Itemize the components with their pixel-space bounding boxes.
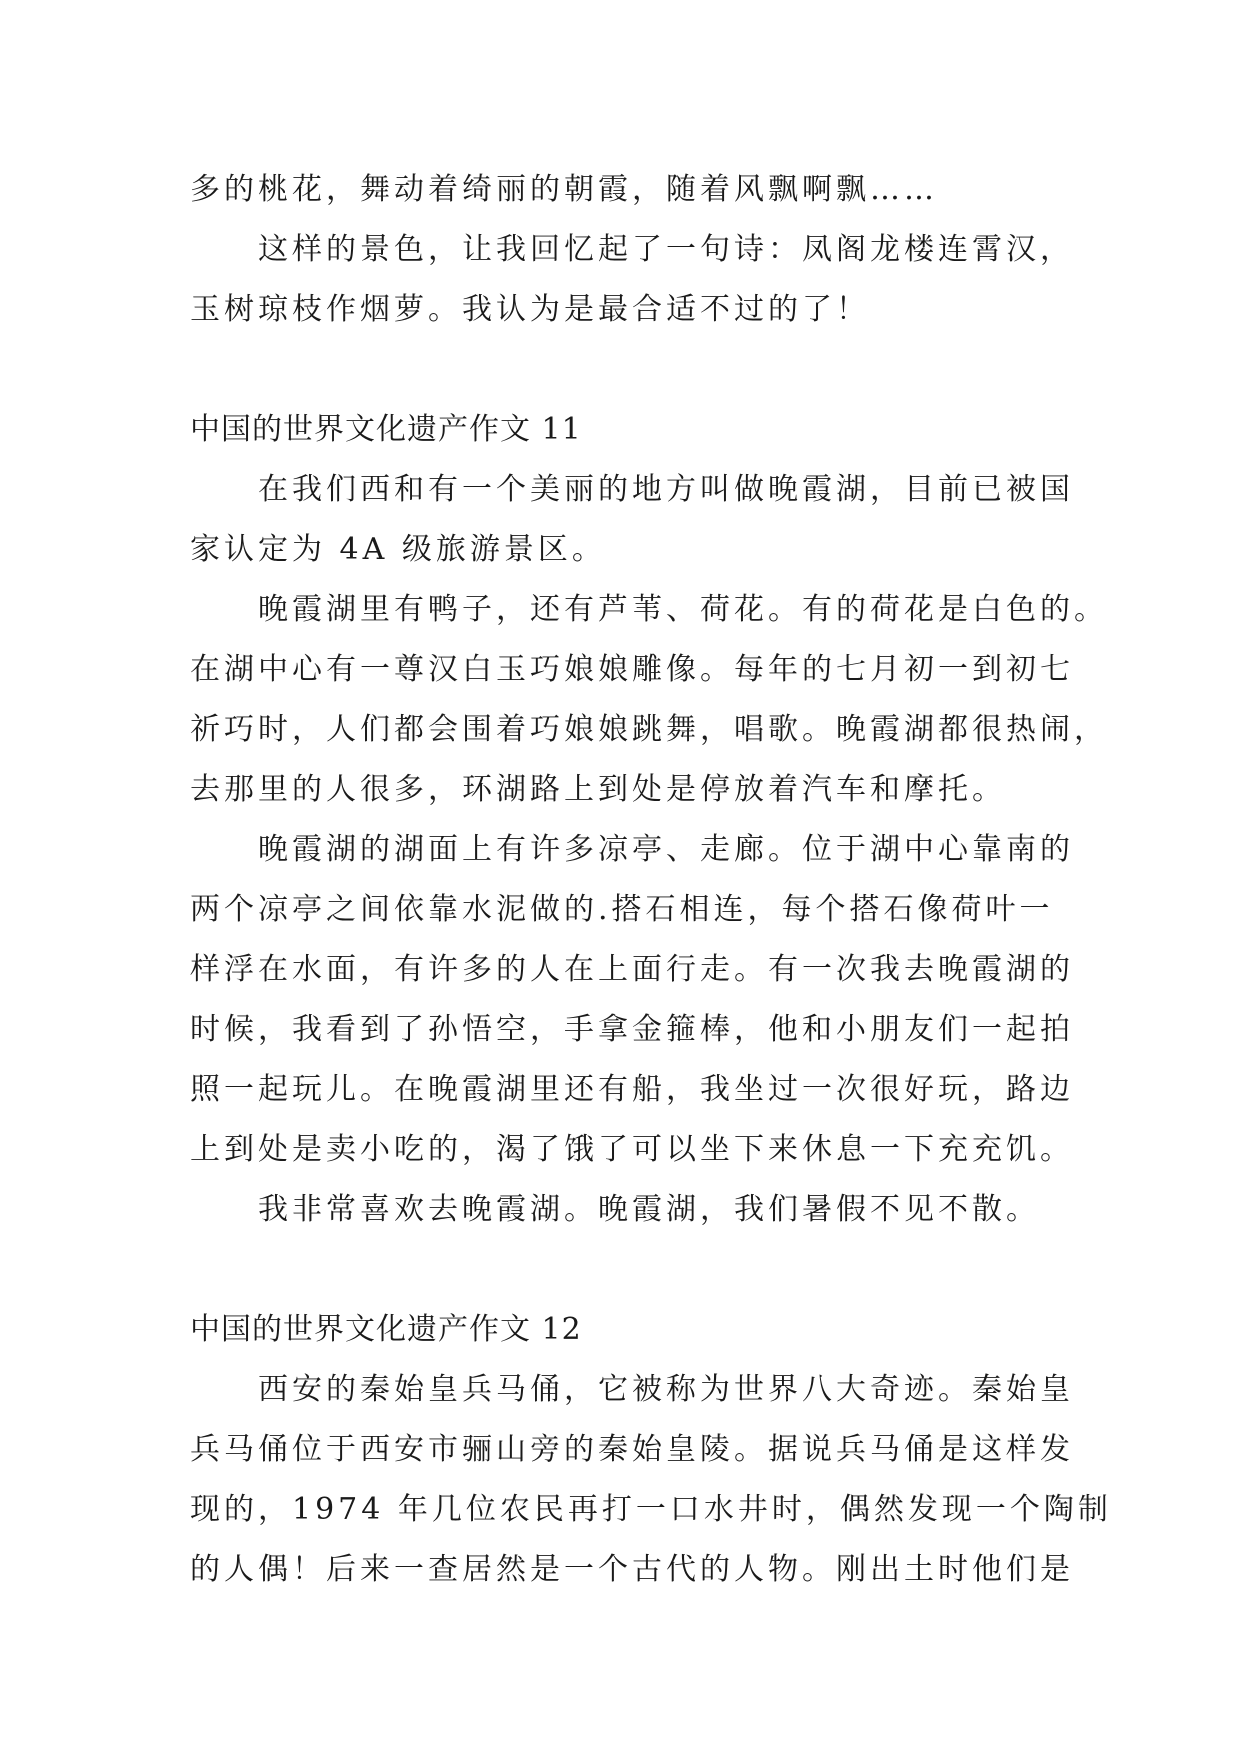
text-line: 时候，我看到了孙悟空，手拿金箍棒，他和小朋友们一起拍	[190, 1012, 1074, 1047]
text-line: 上到处是卖小吃的，渴了饿了可以坐下来休息一下充充饥。	[190, 1132, 1074, 1167]
paragraph-start: 西安的秦始皇兵马俑，它被称为世界八大奇迹。秦始皇	[258, 1372, 1074, 1407]
text-line: 多的桃花，舞动着绮丽的朝霞，随着风飘啊飘……	[190, 172, 938, 207]
text-line: 兵马俑位于西安市骊山旁的秦始皇陵。据说兵马俑是这样发	[190, 1432, 1074, 1467]
text-line: 家认定为 4A 级旅游景区。	[190, 532, 606, 567]
text-line: 两个凉亭之间依靠水泥做的.搭石相连，每个搭石像荷叶一	[190, 892, 1054, 927]
text-line: 现的，1974 年几位农民再打一口水井时，偶然发现一个陶制	[190, 1492, 1112, 1527]
section-title-12: 中国的世界文化遗产作文 12	[190, 1312, 582, 1347]
text-line: 玉树琼枝作烟萝。我认为是最合适不过的了！	[190, 292, 870, 327]
text-line: 照一起玩儿。在晚霞湖里还有船，我坐过一次很好玩，路边	[190, 1072, 1074, 1107]
text-line: 去那里的人很多，环湖路上到处是停放着汽车和摩托。	[190, 772, 1006, 807]
text-line: 样浮在水面，有许多的人在上面行走。有一次我去晚霞湖的	[190, 952, 1074, 987]
document-page	[190, 160, 1112, 1600]
paragraph-start: 我非常喜欢去晚霞湖。晚霞湖，我们暑假不见不散。	[258, 1192, 1040, 1227]
paragraph-start: 在我们西和有一个美丽的地方叫做晚霞湖，目前已被国	[258, 472, 1074, 507]
section-title-11: 中国的世界文化遗产作文 11	[190, 412, 582, 447]
text-line: 祈巧时，人们都会围着巧娘娘跳舞，唱歌。晚霞湖都很热闹，	[190, 712, 1108, 747]
text-line: 在湖中心有一尊汉白玉巧娘娘雕像。每年的七月初一到初七	[190, 652, 1074, 687]
paragraph-start: 这样的景色，让我回忆起了一句诗：凤阁龙楼连霄汉，	[258, 232, 1074, 267]
paragraph-start: 晚霞湖里有鸭子，还有芦苇、荷花。有的荷花是白色的。	[258, 592, 1108, 627]
section-gap	[190, 340, 1070, 400]
text-line: 的人偶！后来一查居然是一个古代的人物。刚出土时他们是	[190, 1552, 1074, 1587]
section-gap	[190, 1240, 1070, 1300]
paragraph-start: 晚霞湖的湖面上有许多凉亭、走廊。位于湖中心靠南的	[258, 832, 1074, 867]
